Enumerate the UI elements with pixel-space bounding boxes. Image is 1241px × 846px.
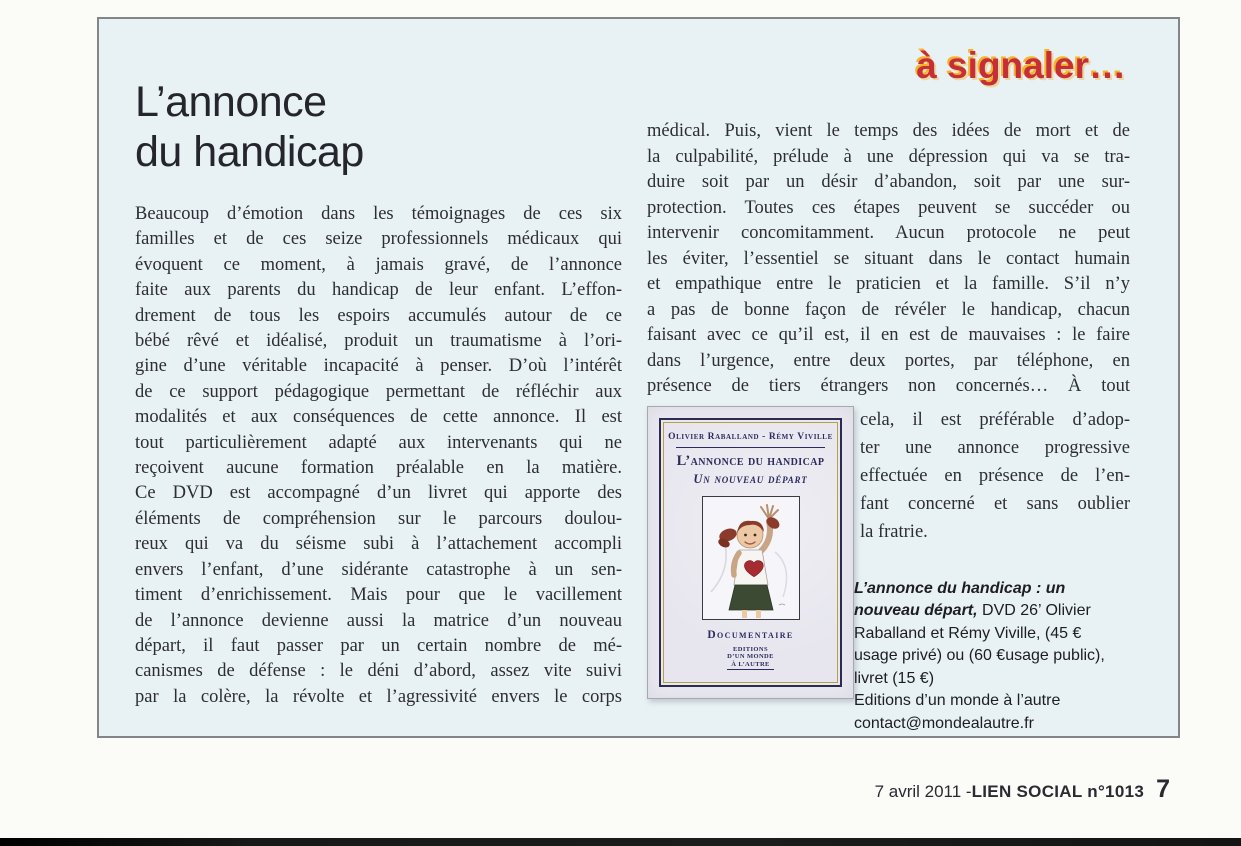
scan-edge (0, 838, 1241, 846)
dvd-subtitle: Un nouveau départ (693, 471, 808, 486)
dvd-authors: Olivier Raballand - Rémy Viville (668, 431, 833, 442)
dvd-cover (647, 406, 854, 699)
text-line: fant concerné et sans oublier (860, 493, 1130, 514)
text-line: les éviter, l’essentiel se situant dans le contact humain (647, 248, 1130, 269)
section-label: à signaler… (916, 45, 1126, 86)
text-line: la culpabilité, prélude à une dépression qui va se tra- (647, 146, 1130, 167)
text-line: reçoivent aucune formation préalable en la matière. (135, 458, 622, 479)
text-line: faite aux parents du handicap de leur enfant. L’effon- (135, 280, 622, 301)
text-line: tout particulièrement adapté aux intervenants qui ne (135, 432, 622, 453)
text-line: familles et de ces seize professionnels médicaux qui (135, 229, 622, 250)
wrapped-text (860, 406, 1130, 546)
footer-page-number: 7 (1156, 775, 1170, 803)
dvd-rule (676, 447, 825, 448)
text-line: canismes de défense : le déni d’abord, assez vite suivi (135, 661, 622, 682)
text-line: modalités et aux conséquences de cette annonce. Il est (135, 407, 622, 428)
article-left-column (135, 202, 622, 710)
text-line: évoquent ce moment, à jamais gravé, de l’annonce (135, 254, 622, 275)
text-line: et empathique entre le praticien et la famille. S’il n’y (647, 274, 1130, 294)
article-right-column (647, 119, 1130, 735)
text-line: reux qui va du séisme subi à l’attachement accompli (135, 534, 622, 555)
article-title-line1: L’annonce (135, 78, 327, 126)
text-line: effectuée en présence de l’en- (860, 465, 1130, 486)
dvd-title: L’annonce du handicap (676, 452, 825, 469)
text-line: ter une annonce progressive (860, 437, 1130, 458)
text-line: départ, il faut passer par un certain nombre de mé- (135, 635, 622, 656)
caption-title: L’annonce du handicap : un nouveau départ, (854, 579, 1066, 619)
dvd-genre: Documentaire (707, 628, 794, 641)
text-line: gine d’une véritable incapacité à penser. D’où l’intérêt (135, 356, 622, 377)
text-line: bébé rêvé et idéalisé, produit un traumatisme à l’ori- (135, 331, 622, 352)
text-line: duire soit par un désir d’abandon, soit par une sur- (647, 172, 1130, 192)
text-line: par la colère, la révolte et l’agressivité envers le corps (135, 686, 622, 707)
text-line: de l’annonce devienne aussi la matrice d’un nouveau (135, 610, 622, 631)
caption (854, 578, 1126, 736)
text-line: a pas de bonne façon de révéler le handicap, chacun (647, 299, 1130, 320)
text-line: drement de tous les espoirs accumulés autour de ce (135, 305, 622, 326)
text-line: intervenir concomitamment. Aucun protocole ne peut (647, 223, 1130, 243)
dvd-cover-art (702, 496, 800, 620)
publisher-logo: EDITIONS D’UN MONDE À L’AUTRE (727, 646, 774, 671)
text-line: dans l’urgence, entre deux portes, par téléphone, en (647, 350, 1130, 371)
caption-details: DVD 26’ Olivier Raballand et Rémy Viville, (45 € usage privé) ou (60 €usage public), livret (15 €) (854, 602, 1105, 687)
girl-illustration (703, 497, 799, 619)
text-line: présence de tiers étrangers non concernés… À tout (647, 376, 1130, 396)
media-row (647, 406, 1130, 736)
text-line: éléments de compréhension sur le parcours doulou- (135, 508, 622, 529)
text-line: protection. Toutes ces étapes peuvent se succéder ou (647, 197, 1130, 218)
text-line: faisant avec ce qu’il est, il en est de mauvaises : le faire (647, 325, 1130, 345)
text-line: timent d’enrichissement. Mais pour que le vacillement (135, 585, 622, 606)
article-title-line2: du handicap (135, 128, 364, 176)
content-panel (97, 17, 1180, 738)
text-line: cela, il est préférable d’adop- (860, 409, 1130, 430)
article-title (135, 77, 364, 177)
footer (875, 775, 1170, 804)
caption-contact: contact@mondealautre.fr (854, 714, 1034, 732)
text-line: médical. Puis, vient le temps des idées de mort et de (647, 121, 1130, 141)
dvd-cover-frame (659, 418, 842, 687)
text-line: de ce support pédagogique permettant de réfléchir aux (135, 381, 622, 402)
text-line: la fratrie. (860, 521, 928, 542)
text-line: envers l’enfant, d’une sidérante catastrophe à un sen- (135, 559, 622, 580)
caption-publisher: Editions d’un monde à l’autre (854, 692, 1061, 709)
text-line: Beaucoup d’émotion dans les témoignages de ces six (135, 204, 622, 224)
article-right-column-text (647, 119, 1130, 400)
footer-magazine: LIEN SOCIAL n°1013 (971, 782, 1145, 801)
text-line: Ce DVD est accompagné d’un livret qui apporte des (135, 483, 622, 504)
footer-date: 7 avril 2011 - (874, 782, 972, 801)
